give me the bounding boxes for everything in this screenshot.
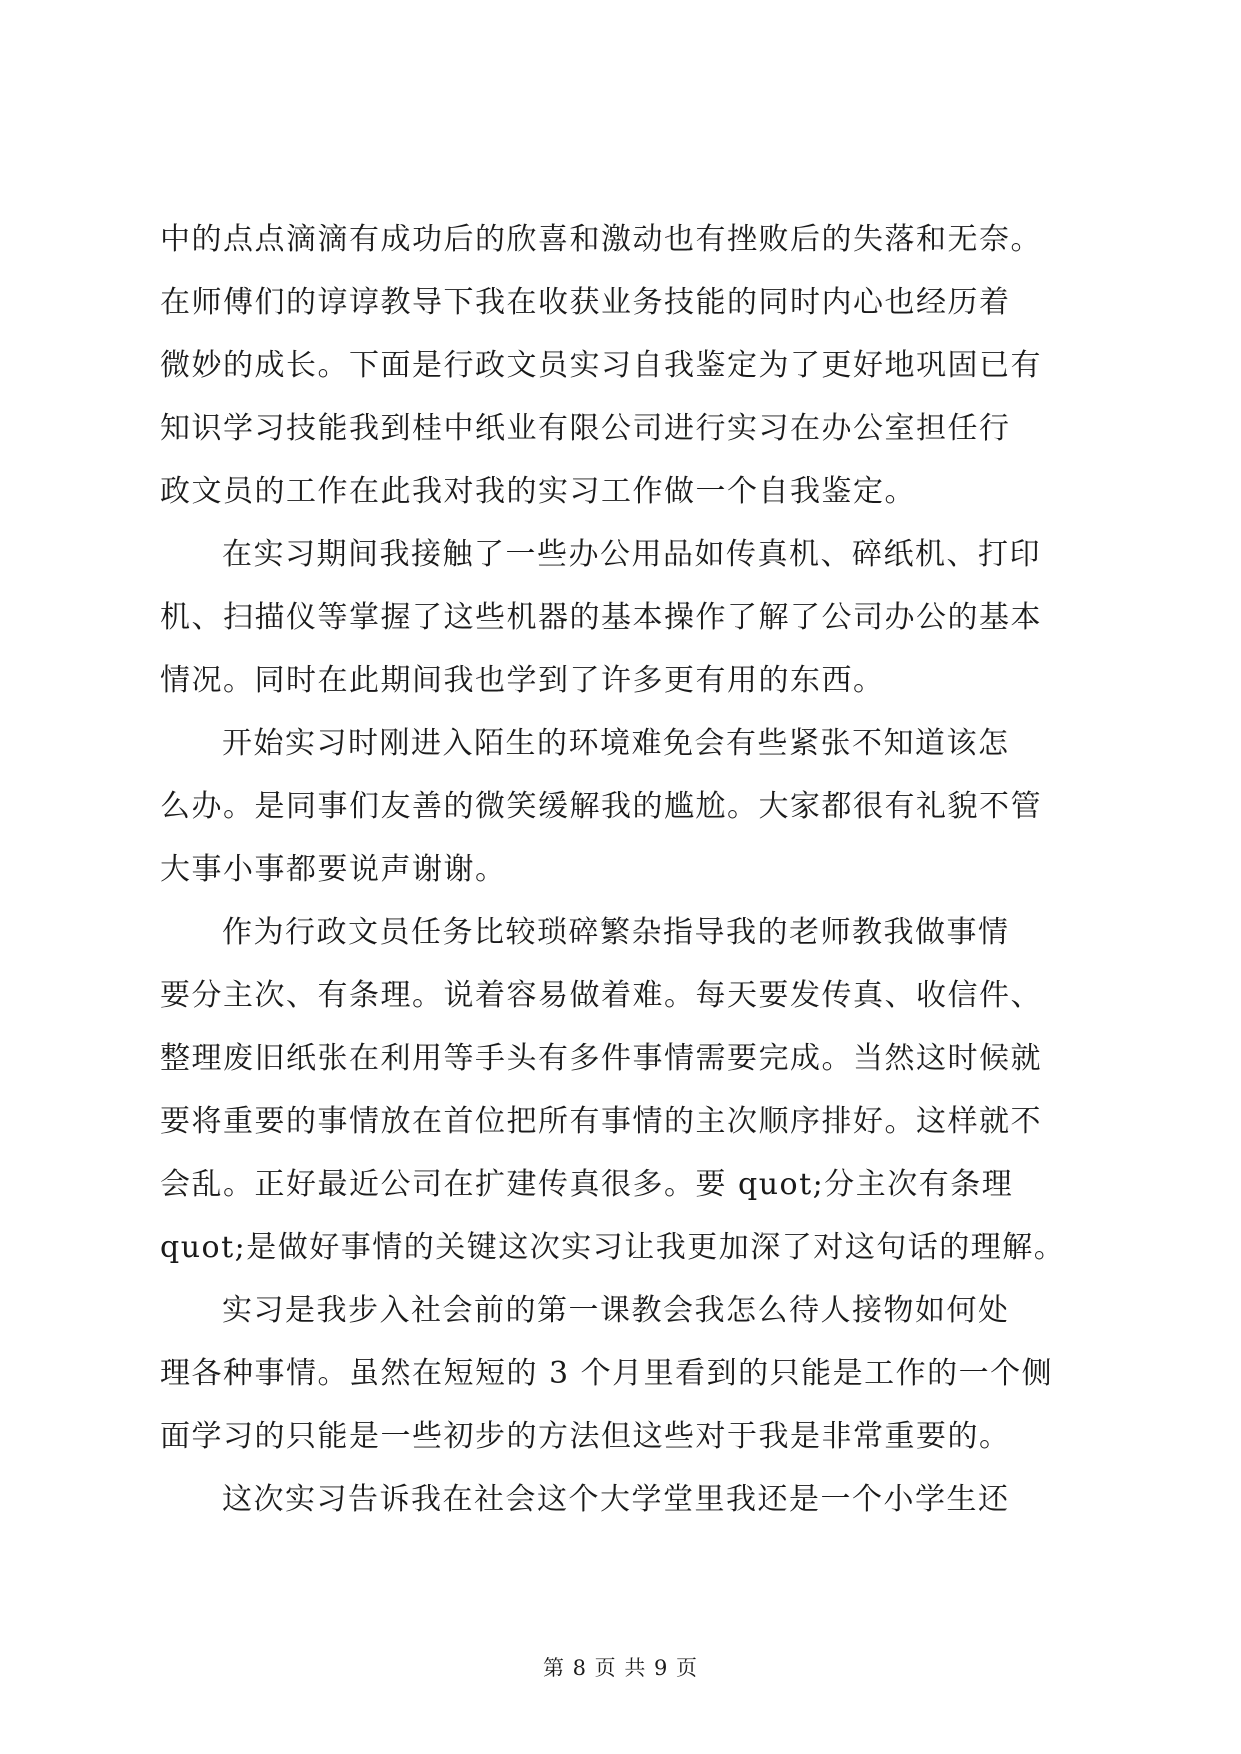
- text-line: quot;是做好事情的关键这次实习让我更加深了对这句话的理解。: [160, 1230, 1066, 1265]
- text-line: 面学习的只能是一些初步的方法但这些对于我是非常重要的。: [160, 1419, 1011, 1454]
- text-line: 整理废旧纸张在利用等手头有多件事情需要完成。当然这时候就: [160, 1041, 1042, 1076]
- text-line: 知识学习技能我到桂中纸业有限公司进行实习在办公室担任行: [160, 411, 1011, 446]
- text-line: 要将重要的事情放在首位把所有事情的主次顺序排好。这样就不: [160, 1104, 1042, 1139]
- text-line: 会乱。正好最近公司在扩建传真很多。要 quot;分主次有条理: [160, 1167, 1014, 1202]
- paragraph-first-line: 作为行政文员任务比较琐碎繁杂指导我的老师教我做事情: [222, 915, 1010, 950]
- paragraph-first-line: 这次实习告诉我在社会这个大学堂里我还是一个小学生还: [222, 1482, 1010, 1517]
- text-line: 理各种事情。虽然在短短的 3 个月里看到的只能是工作的一个侧: [160, 1356, 1054, 1391]
- text-line: 在师傅们的谆谆教导下我在收获业务技能的同时内心也经历着: [160, 285, 1011, 320]
- paragraph-first-line: 实习是我步入社会前的第一课教会我怎么待人接物如何处: [222, 1293, 1010, 1328]
- paragraph-first-line: 在实习期间我接触了一些办公用品如传真机、碎纸机、打印: [222, 537, 1041, 572]
- text-line: 大事小事都要说声谢谢。: [160, 852, 507, 887]
- text-line: 要分主次、有条理。说着容易做着难。每天要发传真、收信件、: [160, 978, 1042, 1013]
- page-number-footer: 第 8 页 共 9 页: [542, 1656, 699, 1680]
- text-line: 情况。同时在此期间我也学到了许多更有用的东西。: [160, 663, 885, 698]
- document-body: [160, 208, 1090, 1531]
- text-line: 中的点点滴滴有成功后的欣喜和激动也有挫败后的失落和无奈。: [160, 222, 1042, 257]
- text-line: 政文员的工作在此我对我的实习工作做一个自我鉴定。: [160, 474, 916, 509]
- text-line: 么办。是同事们友善的微笑缓解我的尴尬。大家都很有礼貌不管: [160, 789, 1042, 824]
- text-line: 机、扫描仪等掌握了这些机器的基本操作了解了公司办公的基本: [160, 600, 1042, 635]
- text-line: 微妙的成长。下面是行政文员实习自我鉴定为了更好地巩固已有: [160, 348, 1042, 383]
- paragraph-first-line: 开始实习时刚进入陌生的环境难免会有些紧张不知道该怎: [222, 726, 1010, 761]
